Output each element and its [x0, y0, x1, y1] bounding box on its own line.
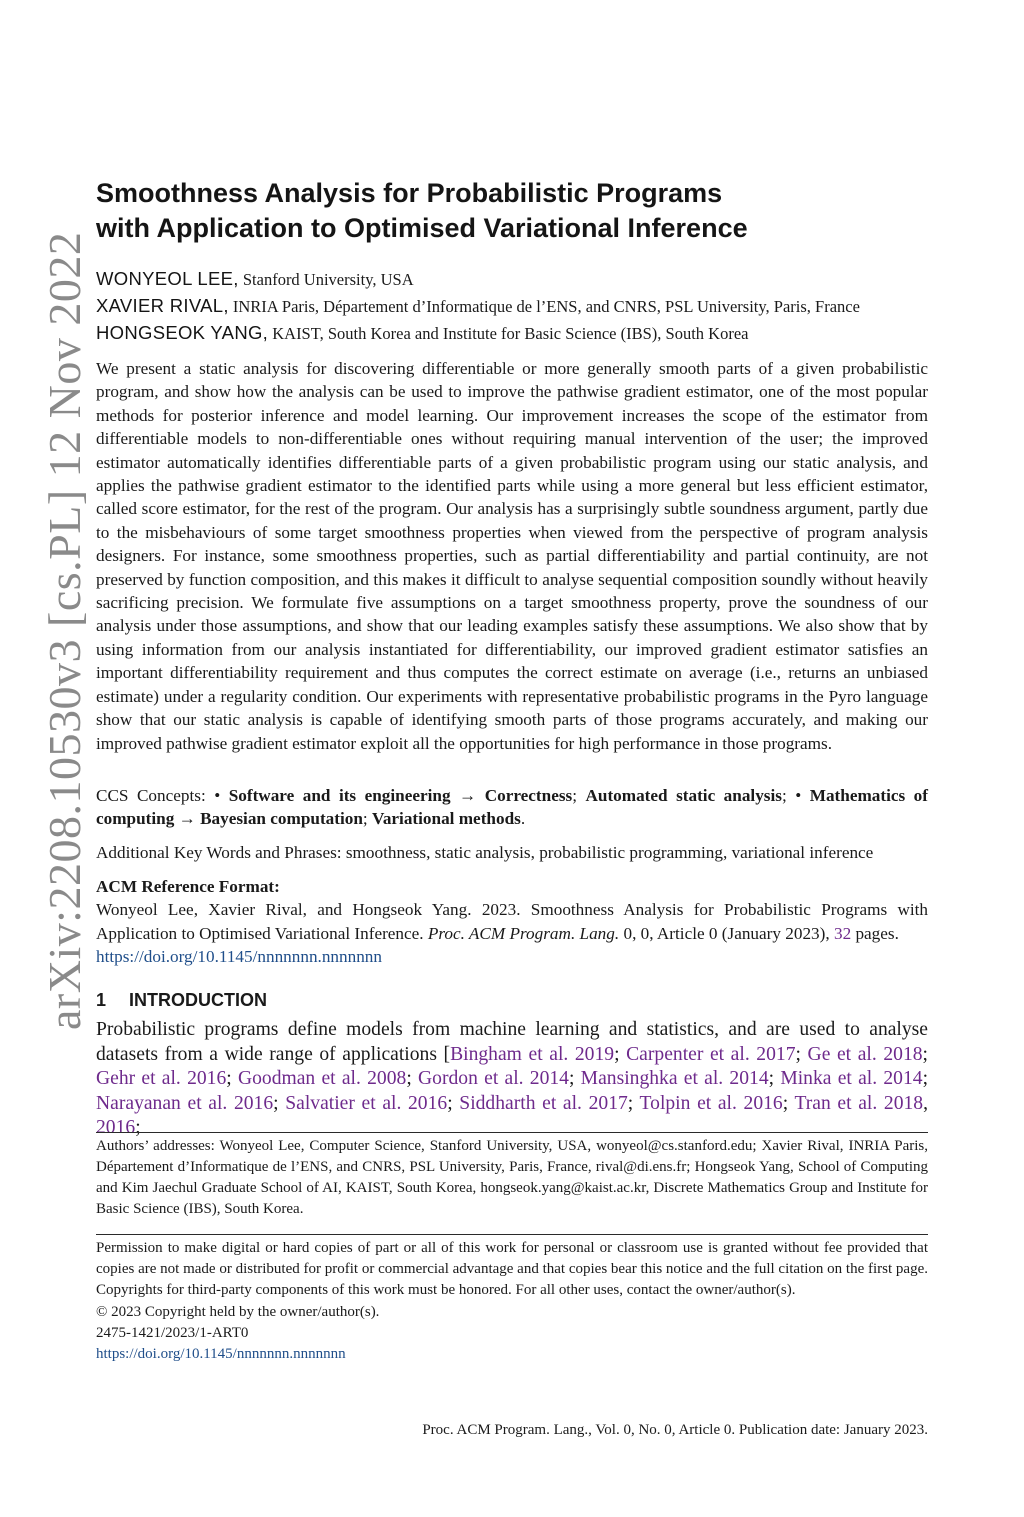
section-title: INTRODUCTION [129, 990, 267, 1010]
author-name: WONYEOL LEE, [96, 268, 239, 289]
page-footer: Proc. ACM Program. Lang., Vol. 0, No. 0, Article 0. Publication date: January 2023. [422, 1422, 928, 1438]
citation-link[interactable]: Siddharth et al. 2017 [459, 1092, 628, 1114]
issn-line: 2475-1421/2023/1-ART0 [96, 1324, 249, 1341]
page-count-link[interactable]: 32 [833, 923, 852, 943]
citation-link[interactable]: Tolpin et al. 2016 [639, 1092, 783, 1114]
ccs-separator: ; • [781, 786, 810, 805]
author-affiliation: KAIST, South Korea and Institute for Basic Science (IBS), South Korea [272, 324, 749, 343]
paper-title [96, 176, 928, 246]
author-3 [96, 319, 928, 346]
ccs-concepts [96, 784, 928, 831]
author-name: XAVIER RIVAL, [96, 295, 229, 316]
arxiv-stamp: arXiv:2208.10530v3 [cs.PL] 12 Nov 2022 [39, 231, 90, 1030]
acm-reference-text2: 0, 0, Article 0 (January 2023), [619, 923, 834, 943]
citation-link[interactable]: Bingham et al. 2019 [450, 1043, 615, 1065]
author-name: HONGSEOK YANG, [96, 322, 269, 343]
ccs-concept-3: Mathematics of computing → Bayesian computation [96, 786, 928, 829]
acm-reference-body [96, 898, 928, 968]
ccs-concept-1: Software and its engineering → Correctness [228, 786, 573, 805]
author-list [96, 265, 928, 346]
author-affiliation: INRIA Paris, Département d’Informatique de l’ENS, and CNRS, PSL University, Paris, France [232, 297, 860, 316]
title-line-1: Smoothness Analysis for Probabilistic Programs [96, 178, 723, 208]
permission-text: Permission to make digital or hard copies of part or all of this work for personal or classroom use is granted without fee provided that copies are not made or distributed for profit or commercial advantage and that copies bear this notice and the full citation on the first page. Copyrights for third-party components of this work must be honored. For all other uses, contact the owner/author(s). [96, 1240, 928, 1299]
citation-link[interactable]: Goodman et al. 2008 [237, 1068, 407, 1089]
acm-reference-heading: ACM Reference Format: [96, 877, 280, 896]
citation-link[interactable]: 2016 [96, 1117, 136, 1138]
authors-addresses-footnote: Authors’ addresses: Wonyeol Lee, Computer Science, Stanford University, USA, wonyeol@cs.stanford.edu; Xavier Rival, INRIA Paris, Département d’Informatique de l’ENS, and CNRS, PSL University, Paris, France, rival@di.ens.fr; Hongseok Yang, School of Computing and Kim Jaechul Graduate School of AI, KAIST, South Korea, hongseok.yang@kaist.ac.kr, Discrete Mathematics Group and Institute for Basic Science (IBS), South Korea. [96, 1138, 928, 1217]
acm-reference-text: Wonyeol Lee, Xavier Rival, and Hongseok Yang. 2023. Smoothness Analysis for Probabilistic Programs with Application to Optimised Variational Inference. [96, 900, 928, 943]
acm-reference-text3: pages. [851, 923, 899, 943]
abstract-text: We present a static analysis for discovering differentiable or more generally smooth parts of a given probabilistic program, and show how the analysis can be used to improve the pathwise gradient estimator, one of the most popular methods for posterior inference and model learning. Our improvement increases the scope of the estimator from differentiable models to non-differentiable ones without requiring manual intervention of the user; the improved estimator automatically identifies differentiable parts of a given probabilistic program using our static analysis, and applies the pathwise gradient estimator to the identified parts while using a more general but less efficient estimator, called score estimator, for the rest of the program. Our analysis has a surprisingly subtle soundness argument, partly due to the misbehaviours of some target smoothness properties when viewed from the perspective of program analysis designers. For instance, some smoothness properties, such as partial differentiability and partial continuity, are not preserved by function composition, and this makes it difficult to analyse sequential composition soundly without heavily sacrificing precision. We formulate five assumptions on a target smoothness property, prove the soundness of our analysis under those assumptions, and show that our leading examples satisfy these assumptions. We also show that by using information from our analysis instantiated for differentiability, our improved gradient estimator satisfies an important differentiability requirement and thus computes the correct estimate on average (i.e., returns an unbiased estimate) under a regularity condition. Our experiments with representative probabilistic programs in the Pyro language show that our static analysis is capable of identifying smooth parts of those programs accurately, and making our improved pathwise gradient estimator exploit all the opportunities for high performance in those programs. [96, 359, 928, 753]
section-number: 1 [96, 990, 107, 1010]
ccs-separator: ; [572, 786, 586, 805]
citation-link[interactable]: Narayanan et al. 2016 [96, 1092, 274, 1114]
author-affiliation: Stanford University, USA [242, 270, 414, 289]
intro-paragraph: Probabilistic programs define models from machine learning and statistics, and are used to analyse datasets from a wide range of applications [Bingham et al. 2019; Carpenter et al. 2017; Ge et al. 2018; Gehr et al. 2016; Goodman et al. 2008; Gordon et al. 2014; Mansinghka et al. 2014; Minka et al. 2014; Narayanan et al. 2016; Salvatier et al. 2016; Siddharth et al. 2017; Tolpin et al. 2016; Tran et al. 2018, 2016; [96, 1019, 929, 1138]
citation-link[interactable]: Ge et al. 2018 [807, 1043, 923, 1065]
citation-link[interactable]: Salvatier et al. 2016 [285, 1092, 448, 1114]
ccs-prefix: CCS Concepts: • [96, 786, 229, 805]
ccs-separator: ; [362, 809, 372, 829]
citation-link[interactable]: Gordon et al. 2014 [418, 1068, 569, 1089]
citation-link[interactable]: Gehr et al. 2016 [96, 1068, 227, 1089]
copyright-line: © 2023 Copyright held by the owner/author(s). [96, 1303, 380, 1320]
permission-doi-link[interactable]: https://doi.org/10.1145/nnnnnnn.nnnnnnn [96, 1346, 346, 1363]
title-line-2: with Application to Optimised Variational Inference [96, 213, 748, 243]
intro-text: Probabilistic programs define models from machine learning and statistics, and are used to analyse datasets from a wide range of applications [ [96, 1019, 928, 1065]
keywords: Additional Key Words and Phrases: smoothness, static analysis, probabilistic programming, variational inference [96, 843, 874, 862]
doi-link[interactable]: https://doi.org/10.1145/nnnnnnn.nnnnnnn [96, 947, 382, 967]
author-1 [96, 265, 928, 292]
citation-link[interactable]: Mansinghka et al. 2014 [580, 1068, 769, 1089]
citation-link[interactable]: Carpenter et al. 2017 [626, 1043, 796, 1065]
permission-block [96, 1238, 928, 1365]
abstract [96, 357, 928, 755]
acm-reference-format [96, 875, 928, 969]
ccs-end: . [520, 809, 526, 829]
citation-link[interactable]: Minka et al. 2014 [780, 1068, 923, 1089]
footnote-divider [96, 1132, 928, 1133]
section-heading [96, 988, 928, 1012]
citation-link[interactable]: Tran et al. 2018 [794, 1092, 924, 1114]
author-2 [96, 292, 928, 319]
acm-reference-venue: Proc. ACM Program. Lang. [427, 923, 620, 943]
ccs-concept-2: Automated static analysis [585, 786, 782, 805]
ccs-concept-4: Variational methods [372, 809, 521, 829]
permission-divider [96, 1234, 928, 1235]
